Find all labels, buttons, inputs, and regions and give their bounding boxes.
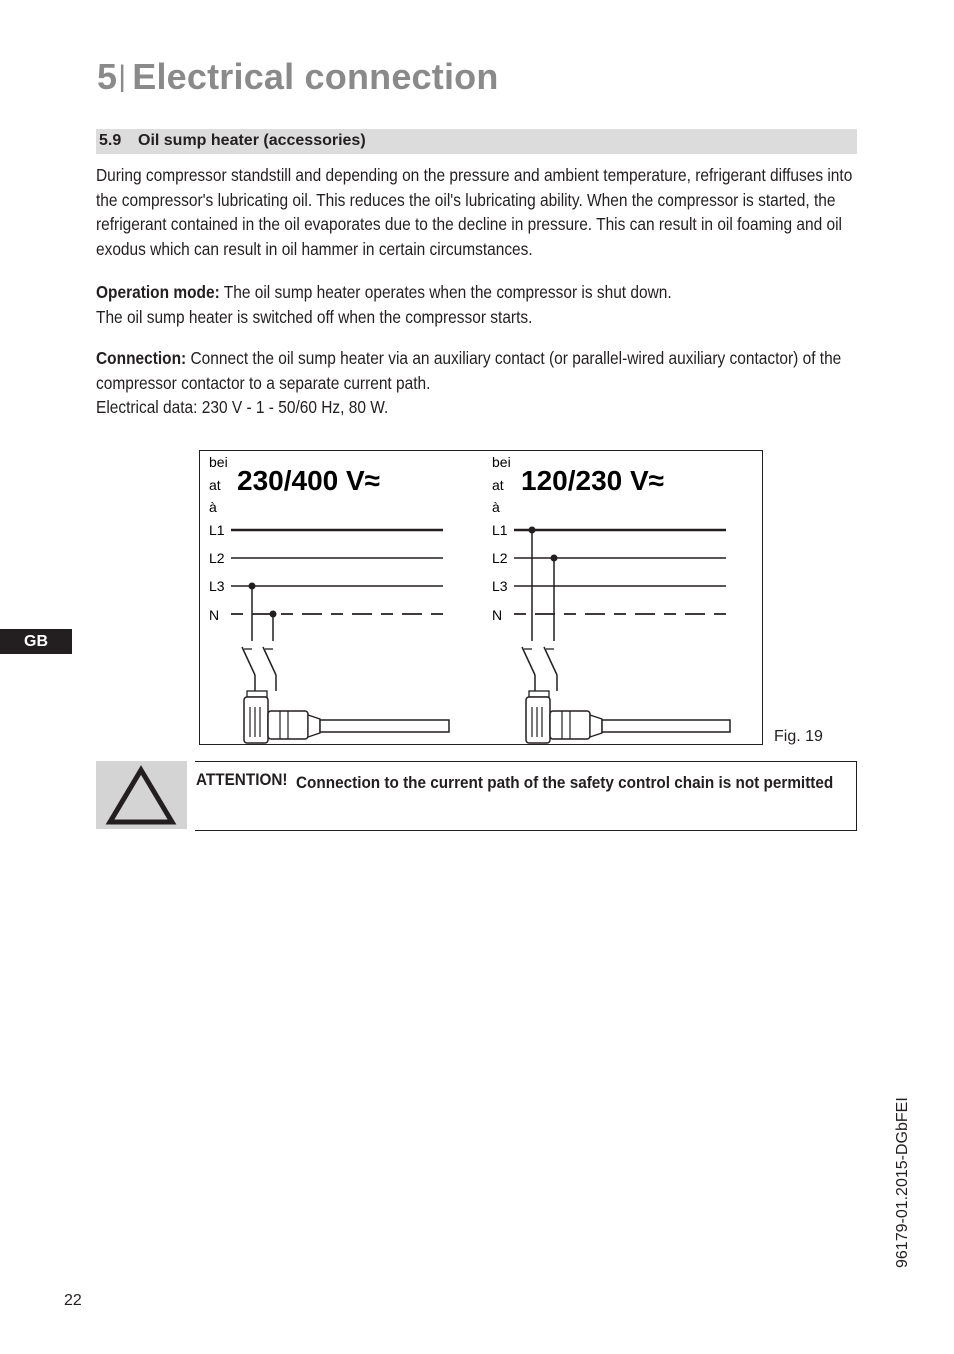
right-switch-2	[544, 647, 557, 675]
right-label-L3: L3	[492, 578, 508, 594]
right-connector-taper	[590, 715, 602, 737]
electrical-data-text: Electrical data: 230 V - 1 - 50/60 Hz, 80 W.	[96, 397, 389, 417]
diagram-left	[209, 454, 449, 743]
wiring-diagram	[200, 451, 764, 746]
diagram-right	[492, 454, 730, 743]
attention-label: ATTENTION!	[196, 770, 288, 789]
right-prefix-bei: bei	[492, 454, 511, 470]
right-cable	[602, 720, 730, 732]
right-switch-1	[522, 647, 535, 675]
left-voltage-label: 230/400 V≈	[237, 465, 381, 496]
warning-triangle-icon	[96, 761, 187, 829]
left-connector-nut	[247, 691, 267, 697]
right-connector-head	[526, 697, 550, 743]
right-prefix-at: at	[492, 477, 504, 493]
page-number: 22	[64, 1292, 82, 1309]
left-prefix-bei: bei	[209, 454, 228, 470]
section-number: 5.9	[99, 132, 122, 149]
left-label-L3: L3	[209, 578, 225, 594]
left-prefix-at: at	[209, 477, 221, 493]
left-prefix-a: à	[209, 499, 217, 515]
section-heading-bar	[96, 129, 857, 154]
left-switch-1	[242, 647, 255, 675]
right-connector-nut	[529, 691, 549, 697]
right-label-L2: L2	[492, 550, 508, 566]
left-label-L1: L1	[209, 522, 225, 538]
left-label-L2: L2	[209, 550, 225, 566]
attention-text: Connection to the current path of the safety control chain is not permitted	[296, 773, 834, 792]
right-prefix-a: à	[492, 499, 500, 515]
chapter-heading	[97, 56, 499, 98]
language-tab: GB	[0, 629, 72, 654]
section-title: Oil sump heater (accessories)	[138, 132, 366, 149]
intro-paragraph: During compressor standstill and depending on the pressure and ambient temperature, refrigerant diffuses into the compressor's lubricating oil. This reduces the oil's lubricating ability. When the compressor is started, the refrigerant contained in the oil evaporates due to the decline in pressure. This can result in oil foaming and oil exodus which can result in oil hammer in certain circumstances.	[96, 165, 853, 259]
left-connector-taper	[308, 715, 320, 737]
left-connector-head	[244, 697, 268, 743]
operation-mode-text-2: The oil sump heater is switched off when the compressor starts.	[96, 306, 533, 327]
right-label-N: N	[492, 607, 503, 623]
left-cable	[320, 720, 449, 732]
left-label-N: N	[209, 607, 220, 623]
wiring-diagram-figure	[199, 450, 763, 745]
document-id: 96179-01.2015-DGbFEI	[894, 1097, 911, 1268]
right-label-L1: L1	[492, 522, 508, 538]
operation-mode-label: Operation mode:	[96, 282, 220, 302]
figure-caption: Fig. 19	[774, 728, 823, 745]
left-switch-2	[263, 647, 276, 675]
connection-paragraph	[96, 346, 866, 420]
chapter-title: Electrical connection	[132, 56, 499, 97]
connection-text: Connect the oil sump heater via an auxiliary contact (or parallel-wired auxiliary contactor) of the compressor contactor to a separate current path.	[96, 348, 842, 393]
chapter-separator: |	[118, 60, 127, 93]
chapter-number: 5	[97, 56, 118, 97]
warning-icon-box	[96, 761, 187, 829]
right-voltage-label: 120/230 V≈	[521, 465, 665, 496]
operation-mode-text: The oil sump heater operates when the compressor is shut down.	[219, 282, 672, 302]
operation-mode-paragraph	[96, 280, 866, 329]
connection-label: Connection:	[96, 348, 187, 368]
